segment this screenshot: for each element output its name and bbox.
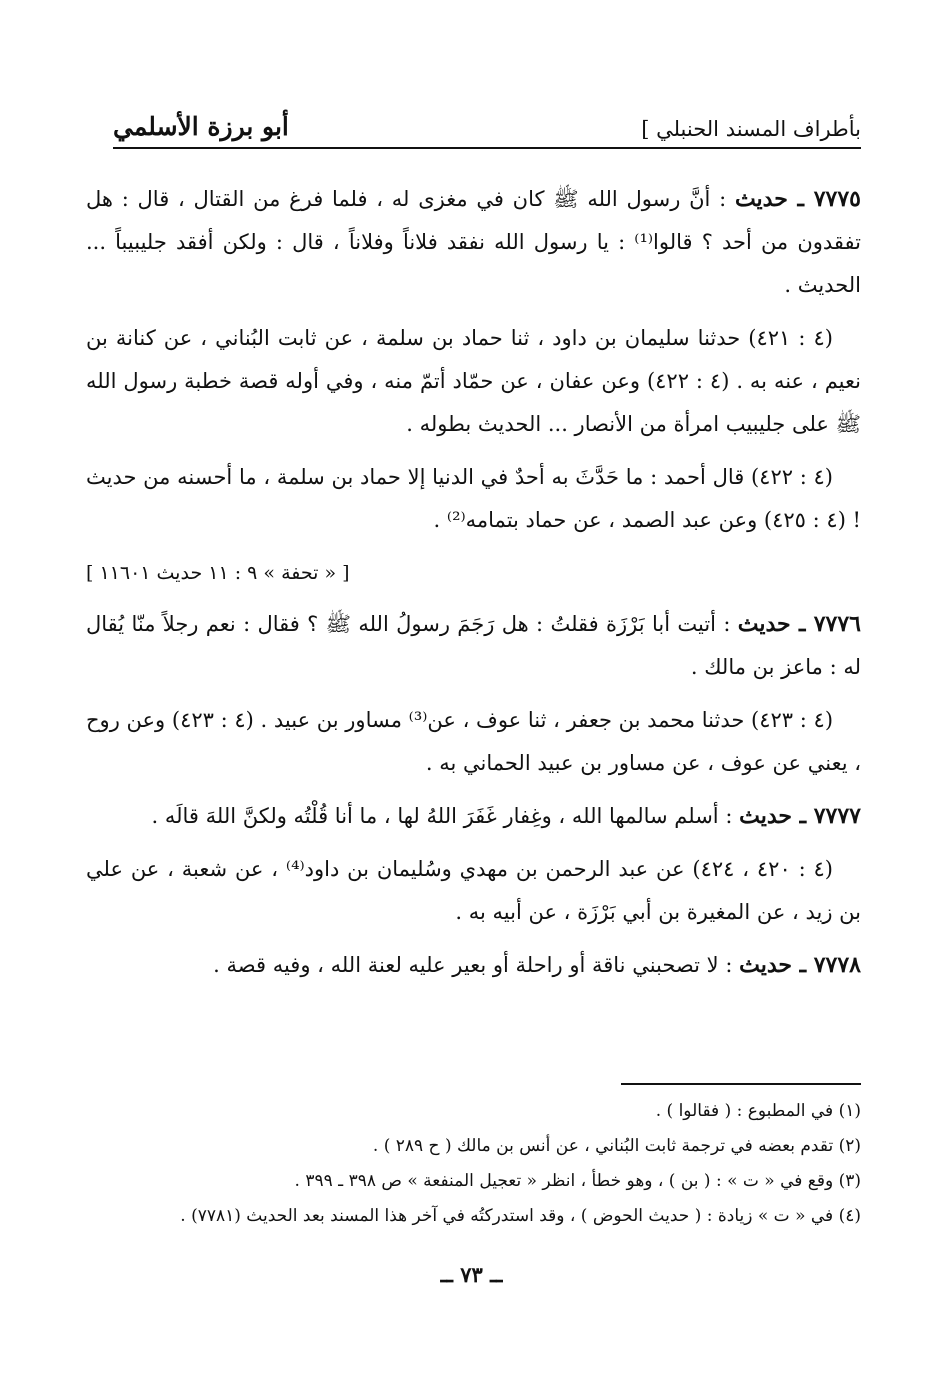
header-chapter-title: أبو برزة الأسلمي — [113, 112, 289, 141]
hadith-7778 — [86, 944, 861, 987]
hadith-7777 — [86, 795, 861, 838]
tuhfa-reference: [ « تحفة » ٩ : ١١ حديث ١١٦٠١ ] — [86, 562, 350, 584]
hadith-7775 — [86, 178, 861, 307]
hadith-text: : لا تصحبني ناقة أو راحلة أو بعير عليه لعنة الله ، وفيه قصة . — [213, 953, 733, 977]
footnotes — [86, 1094, 861, 1234]
isnad-paragraph: (٤ : ٤٢٣) حدثنا محمد بن جعفر ، ثنا عوف ، عن⁽³⁾ مساور بن عبيد . (٤ : ٤٢٣) وعن روح ، يعني عن عوف ، عن مساور بن عبيد الحماني به . — [86, 708, 861, 775]
hadith-text: : أسلم سالمها الله ، وغِفار غَفَرَ اللهُ لها ، ما أنا قُلْتُه ولكنَّ اللهَ قالَه . — [151, 804, 733, 828]
footnote-2: (٢) تقدم بعضه في ترجمة ثابت البُناني ، عن أنس بن مالك ( ح ٢٨٩ ) . — [372, 1136, 861, 1156]
hadith-number: ٧٧٧٦ ـ حديث — [737, 611, 861, 637]
running-header — [113, 112, 861, 149]
header-book-title: بأطراف المسند الحنبلي ] — [641, 117, 861, 141]
hadith-7776 — [86, 603, 861, 689]
main-text — [86, 178, 861, 997]
hadith-text: : أتيت أبا بَرْزَة فقلتُ : هل رَجَمَ رسولُ الله ﷺ ؟ فقال : نعم رجلاً منّا يُقال له : ماعز بن مالك . — [86, 612, 861, 679]
footnote-separator — [621, 1083, 861, 1085]
footnote-4: (٤) في « ت » زيادة : ( حديث الحوض ) ، وقد استدركتُه في آخر هذا المسند بعد الحديث (٧٧٨١) . — [180, 1206, 861, 1226]
isnad-paragraph: (٤ : ٤٢٠ ، ٤٢٤) عن عبد الرحمن بن مهدي وسُليمان بن داود⁽⁴⁾ ، عن شعبة ، عن علي بن زيد ، عن المغيرة بن أبي بَرْزَة ، عن أبيه به . — [86, 857, 861, 924]
hadith-number: ٧٧٧٥ ـ حديث — [734, 186, 861, 212]
footnote-3: (٣) وقع في « ت » : ( بن ) ، وهو خطأ ، انظر « تعجيل المنفعة » ص ٣٩٨ ـ ٣٩٩ . — [294, 1171, 861, 1191]
hadith-number: ٧٧٧٧ ـ حديث — [739, 803, 861, 829]
isnad-paragraph: (٤ : ٤٢١) حدثنا سليمان بن داود ، ثنا حماد بن سلمة ، عن ثابت البُناني ، عن كنانة بن نعيم ، عنه به . (٤ : ٤٢٢) وعن عفان ، عن حمّاد أتمّ منه ، وفي أوله قصة خطبة رسول الله ﷺ على جليبيب امرأة من الأنصار ... الحديث بطوله . — [86, 326, 861, 436]
page-number: ــ ٧٣ ــ — [440, 1262, 503, 1287]
hadith-number: ٧٧٧٨ ـ حديث — [739, 952, 861, 978]
hadith-text: : أنَّ رسول الله ﷺ كان في مغزى له ، فلما فرغ من القتال ، قال : هل تفقدون من أحد ؟ قالوا⁽¹⁾ : يا رسول الله نفقد فلاناً وفلاناً ، قال : ولكن أفقد جليبيباً ... الحديث . — [86, 187, 861, 297]
footnote-1: (١) في المطبوع : ( فقالوا ) . — [655, 1101, 861, 1121]
isnad-paragraph: (٤ : ٤٢٢) قال أحمد : ما حَدَّثَ به أحدٌ في الدنيا إلا حماد بن سلمة ، ما أحسنه من حديث ! (٤ : ٤٢٥) وعن عبد الصمد ، عن حماد بتمامه⁽²⁾ . — [86, 465, 861, 532]
